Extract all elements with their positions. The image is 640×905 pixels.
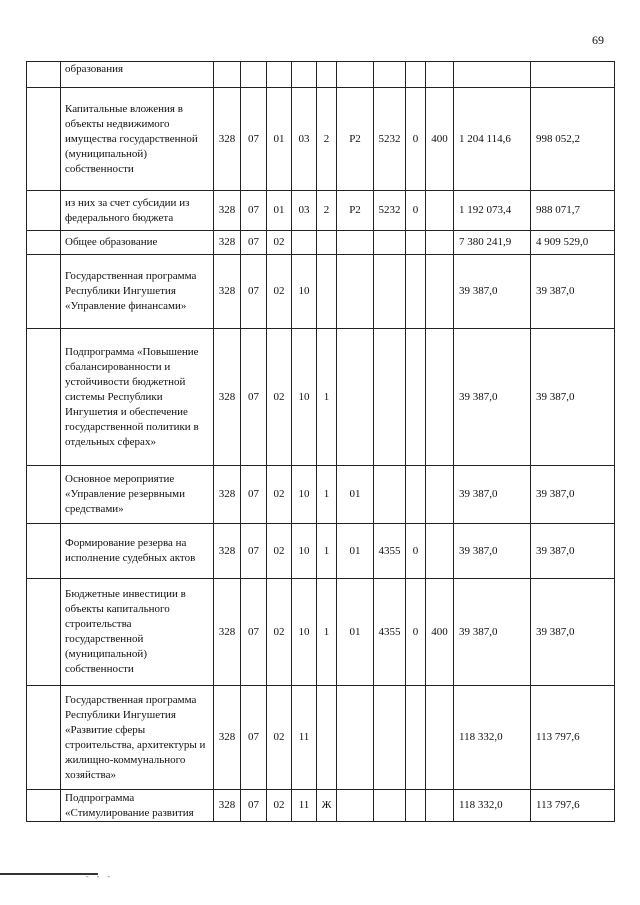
code-cell: 5232 [374, 191, 406, 231]
code-cell: 4355 [374, 524, 406, 579]
code-cell: 07 [241, 231, 267, 255]
code-cell [426, 191, 454, 231]
amount-executed-cell: 39 387,0 [531, 579, 615, 686]
code-cell [317, 255, 337, 329]
code-cell: Р2 [337, 191, 374, 231]
code-cell: 02 [267, 255, 292, 329]
table-row [27, 191, 615, 231]
footer-line [0, 873, 98, 875]
code-cell: 328 [214, 686, 241, 790]
code-cell [406, 231, 426, 255]
code-cell: 328 [214, 466, 241, 524]
code-cell [317, 231, 337, 255]
amount-planned-cell: 39 387,0 [454, 329, 531, 466]
budget-table [26, 61, 615, 822]
amount-executed-cell: 998 052,2 [531, 88, 615, 191]
row-number-cell [27, 191, 61, 231]
code-cell: 01 [337, 579, 374, 686]
item-name-cell: Формирование резерва на исполнение судебных актов [61, 524, 214, 579]
code-cell: 10 [292, 329, 317, 466]
code-cell [292, 62, 317, 88]
item-name-cell: Государственная программа Республики Ингушетия «Управление финансами» [61, 255, 214, 329]
code-cell: 01 [337, 466, 374, 524]
table-row [27, 790, 615, 822]
table-row [27, 62, 615, 88]
amount-planned-cell [454, 62, 531, 88]
code-cell [406, 62, 426, 88]
amount-planned-cell: 39 387,0 [454, 524, 531, 579]
code-cell: 01 [267, 191, 292, 231]
code-cell [337, 686, 374, 790]
table-row [27, 231, 615, 255]
code-cell: 01 [267, 88, 292, 191]
table-row [27, 466, 615, 524]
code-cell: 328 [214, 88, 241, 191]
code-cell [426, 524, 454, 579]
row-number-cell [27, 466, 61, 524]
code-cell: 0 [406, 524, 426, 579]
code-cell: 4355 [374, 579, 406, 686]
code-cell: 07 [241, 255, 267, 329]
amount-executed-cell: 39 387,0 [531, 255, 615, 329]
code-cell: 0 [406, 191, 426, 231]
code-cell [374, 686, 406, 790]
code-cell: 02 [267, 579, 292, 686]
code-cell: 2 [317, 88, 337, 191]
item-name-cell: образования [61, 62, 214, 88]
code-cell: 07 [241, 466, 267, 524]
code-cell [426, 790, 454, 822]
code-cell: 02 [267, 790, 292, 822]
row-number-cell [27, 255, 61, 329]
code-cell [426, 255, 454, 329]
code-cell [374, 329, 406, 466]
amount-executed-cell: 4 909 529,0 [531, 231, 615, 255]
code-cell [337, 329, 374, 466]
code-cell: 328 [214, 329, 241, 466]
code-cell [426, 329, 454, 466]
item-name-cell: Подпрограмма «Повышение сбалансированности и устойчивости бюджетной системы Республики Ингушетия и обеспечение государственной политики в отдельных сферах» [61, 329, 214, 466]
row-number-cell [27, 62, 61, 88]
code-cell: 07 [241, 579, 267, 686]
amount-planned-cell: 7 380 241,9 [454, 231, 531, 255]
code-cell [374, 255, 406, 329]
code-cell: 02 [267, 686, 292, 790]
code-cell: 03 [292, 88, 317, 191]
code-cell [374, 466, 406, 524]
code-cell: 07 [241, 686, 267, 790]
code-cell: Р2 [337, 88, 374, 191]
code-cell: 328 [214, 579, 241, 686]
table-row [27, 524, 615, 579]
item-name-cell: Государственная программа Республики Ингушетия «Развитие сферы строительства, архитектуры и жилищно-коммунального хозяйства» [61, 686, 214, 790]
item-name-cell: Капитальные вложения в объекты недвижимого имущества государственной (муниципальной) собственности [61, 88, 214, 191]
footer-dots: - - - [86, 872, 113, 881]
code-cell: 1 [317, 466, 337, 524]
row-number-cell [27, 524, 61, 579]
table-row [27, 88, 615, 191]
code-cell: 0 [406, 88, 426, 191]
code-cell: 02 [267, 466, 292, 524]
row-number-cell [27, 790, 61, 822]
code-cell: 1 [317, 329, 337, 466]
code-cell [374, 231, 406, 255]
code-cell: 2 [317, 191, 337, 231]
amount-planned-cell: 1 204 114,6 [454, 88, 531, 191]
code-cell [337, 231, 374, 255]
code-cell [317, 62, 337, 88]
code-cell: 11 [292, 686, 317, 790]
code-cell [337, 255, 374, 329]
code-cell [406, 466, 426, 524]
amount-planned-cell: 1 192 073,4 [454, 191, 531, 231]
table-row [27, 329, 615, 466]
amount-executed-cell: 39 387,0 [531, 466, 615, 524]
row-number-cell [27, 231, 61, 255]
code-cell: 02 [267, 329, 292, 466]
code-cell [426, 62, 454, 88]
amount-planned-cell: 39 387,0 [454, 579, 531, 686]
code-cell: 1 [317, 524, 337, 579]
code-cell [214, 62, 241, 88]
code-cell: 328 [214, 255, 241, 329]
code-cell: 07 [241, 524, 267, 579]
code-cell [426, 466, 454, 524]
code-cell: 10 [292, 524, 317, 579]
code-cell: 5232 [374, 88, 406, 191]
row-number-cell [27, 579, 61, 686]
code-cell [267, 62, 292, 88]
row-number-cell [27, 88, 61, 191]
code-cell [337, 62, 374, 88]
code-cell: 10 [292, 579, 317, 686]
code-cell: 07 [241, 191, 267, 231]
code-cell [374, 790, 406, 822]
code-cell [337, 790, 374, 822]
code-cell [374, 62, 406, 88]
code-cell: 02 [267, 524, 292, 579]
code-cell: 10 [292, 255, 317, 329]
item-name-cell: из них за счет субсидии из федерального бюджета [61, 191, 214, 231]
code-cell: 400 [426, 88, 454, 191]
code-cell [426, 231, 454, 255]
code-cell: 400 [426, 579, 454, 686]
code-cell: Ж [317, 790, 337, 822]
table-row [27, 579, 615, 686]
table-row [27, 686, 615, 790]
item-name-cell: Бюджетные инвестиции в объекты капитального строительства государственной (муниципальной) собственности [61, 579, 214, 686]
amount-executed-cell: 113 797,6 [531, 686, 615, 790]
code-cell: 1 [317, 579, 337, 686]
code-cell: 328 [214, 790, 241, 822]
amount-planned-cell: 118 332,0 [454, 686, 531, 790]
code-cell: 10 [292, 466, 317, 524]
code-cell: 02 [267, 231, 292, 255]
code-cell: 07 [241, 329, 267, 466]
page-number: 69 [592, 33, 604, 47]
item-name-cell: Основное мероприятие «Управление резервными средствами» [61, 466, 214, 524]
amount-executed-cell: 39 387,0 [531, 329, 615, 466]
row-number-cell [27, 686, 61, 790]
code-cell: 328 [214, 231, 241, 255]
code-cell: 07 [241, 88, 267, 191]
code-cell: 328 [214, 524, 241, 579]
code-cell [292, 231, 317, 255]
item-name-cell: Общее образование [61, 231, 214, 255]
row-number-cell [27, 329, 61, 466]
code-cell: 01 [337, 524, 374, 579]
code-cell: 03 [292, 191, 317, 231]
amount-executed-cell: 39 387,0 [531, 524, 615, 579]
code-cell: 328 [214, 191, 241, 231]
code-cell: 07 [241, 790, 267, 822]
amount-planned-cell: 39 387,0 [454, 466, 531, 524]
amount-executed-cell: 113 797,6 [531, 790, 615, 822]
amount-planned-cell: 118 332,0 [454, 790, 531, 822]
code-cell [241, 62, 267, 88]
code-cell: 0 [406, 579, 426, 686]
item-name-cell: Подпрограмма «Стимулирование развития [61, 790, 214, 822]
code-cell [426, 686, 454, 790]
code-cell [406, 686, 426, 790]
code-cell [406, 255, 426, 329]
code-cell: 11 [292, 790, 317, 822]
amount-planned-cell: 39 387,0 [454, 255, 531, 329]
amount-executed-cell: 988 071,7 [531, 191, 615, 231]
code-cell [317, 686, 337, 790]
table-row [27, 255, 615, 329]
code-cell [406, 790, 426, 822]
amount-executed-cell [531, 62, 615, 88]
code-cell [406, 329, 426, 466]
